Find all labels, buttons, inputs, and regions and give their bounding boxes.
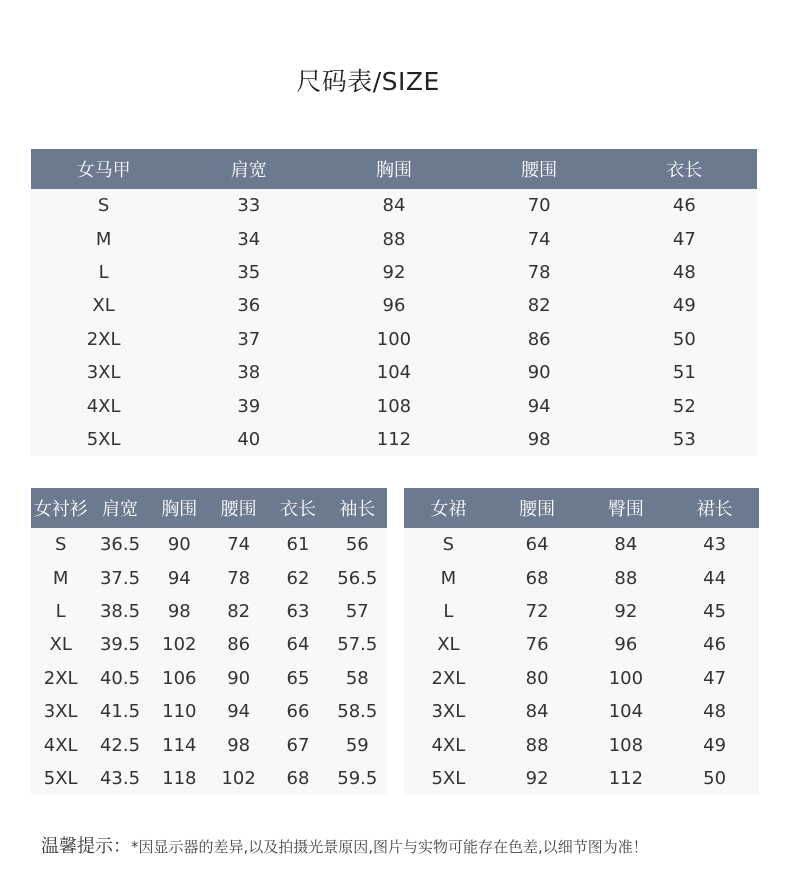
size-label-cell: 4XL [86,395,121,417]
table-row [404,695,759,728]
measurement-cell: 76 [525,634,549,656]
measurement-cell: 37 [237,328,261,350]
measurement-cell: 90 [227,667,251,689]
measurement-cell: 104 [376,362,412,384]
measurement-cell: 78 [227,567,251,589]
measurement-cell: 118 [162,767,197,789]
measurement-cell: 86 [227,634,251,656]
measurement-cell: 42.5 [99,734,141,756]
measurement-cell: 46 [703,634,727,656]
measurement-cell: 98 [227,734,251,756]
measurement-cell: 86 [527,328,551,350]
size-label-cell: XL [92,295,115,317]
measurement-cell: 68 [525,567,549,589]
measurement-cell: 40 [237,428,261,450]
measurement-cell: 84 [382,195,406,217]
column-header: 胸围 [150,488,209,528]
measurement-cell: 43 [703,534,727,556]
column-header: 肩宽 [176,149,321,189]
measurement-cell: 56 [345,534,369,556]
measurement-cell: 72 [525,600,549,622]
size-label-cell: L [443,600,454,622]
measurement-cell: 61 [286,534,310,556]
measurement-cell: 39 [237,395,261,417]
measurement-cell: 68 [286,767,310,789]
size-label-cell: 4XL [43,734,78,756]
size-label-cell: M [95,228,112,250]
size-label-cell: S [54,534,67,556]
size-label-cell: M [52,567,69,589]
size-label-cell: 5XL [431,767,466,789]
skirt-size-table [404,488,759,795]
measurement-cell: 36 [237,295,261,317]
table-row [31,595,387,628]
measurement-cell: 66 [286,701,310,723]
measurement-cell: 92 [382,261,406,283]
column-header: 裙长 [670,488,759,528]
measurement-cell: 53 [672,428,696,450]
vest-size-table [31,149,757,456]
measurement-cell: 78 [527,261,551,283]
table-row [31,728,387,761]
measurement-cell: 44 [703,567,727,589]
table-row [404,628,759,661]
measurement-cell: 46 [672,195,696,217]
table-row [31,189,757,222]
measurement-cell: 74 [227,534,251,556]
column-header: 腰围 [209,488,268,528]
table-row [31,323,757,356]
column-header: 女裙 [404,488,493,528]
table-header-row [404,488,759,528]
measurement-cell: 59 [345,734,369,756]
measurement-cell: 50 [672,328,696,350]
measurement-cell: 49 [703,734,727,756]
measurement-cell: 70 [527,195,551,217]
measurement-cell: 51 [672,362,696,384]
size-label-cell: XL [437,634,460,656]
table-row [31,561,387,594]
measurement-cell: 33 [237,195,261,217]
measurement-cell: 34 [237,228,261,250]
measurement-cell: 80 [525,667,549,689]
table-header-row [31,488,387,528]
size-label-cell: XL [49,634,72,656]
table-row [31,289,757,322]
column-header: 腰围 [493,488,582,528]
measurement-cell: 84 [614,534,638,556]
tip-text: *因显示器的差异,以及拍摄光景原因,图片与实物可能存在色差,以细节图为准！ [131,838,648,856]
measurement-cell: 45 [703,600,727,622]
measurement-cell: 100 [376,328,412,350]
measurement-cell: 65 [286,667,310,689]
size-label-cell: 3XL [43,701,78,723]
measurement-cell: 92 [525,767,549,789]
column-header: 女马甲 [31,149,176,189]
measurement-cell: 64 [525,534,549,556]
measurement-cell: 67 [286,734,310,756]
measurement-cell: 64 [286,634,310,656]
measurement-cell: 47 [703,667,727,689]
measurement-cell: 58.5 [337,701,378,723]
measurement-cell: 108 [608,734,644,756]
measurement-cell: 82 [227,600,251,622]
measurement-cell: 84 [525,701,549,723]
column-header: 衣长 [612,149,757,189]
table-row [31,256,757,289]
measurement-cell: 96 [614,634,638,656]
size-label-cell: 4XL [431,734,466,756]
size-label-cell: 5XL [43,767,78,789]
size-label-cell: 2XL [86,328,121,350]
size-label-cell: 3XL [86,362,121,384]
table-row [31,662,387,695]
measurement-cell: 56.5 [337,567,378,589]
measurement-cell: 38.5 [99,600,141,622]
column-header: 腰围 [467,149,612,189]
table-row [404,561,759,594]
table-row [31,356,757,389]
measurement-cell: 88 [382,228,406,250]
column-header: 臀围 [582,488,671,528]
measurement-cell: 106 [162,667,197,689]
measurement-cell: 98 [167,600,191,622]
table-row [404,595,759,628]
size-label-cell: 5XL [86,428,121,450]
size-label-cell: 2XL [431,667,466,689]
measurement-cell: 39.5 [99,634,141,656]
measurement-cell: 102 [221,767,256,789]
measurement-cell: 114 [162,734,197,756]
measurement-cell: 88 [525,734,549,756]
table-row [31,762,387,795]
measurement-cell: 90 [167,534,191,556]
measurement-cell: 98 [527,428,551,450]
tip-label: 温馨提示： [41,836,131,857]
measurement-cell: 82 [527,295,551,317]
table-row [31,628,387,661]
measurement-cell: 92 [614,600,638,622]
measurement-cell: 74 [527,228,551,250]
column-header: 肩宽 [90,488,149,528]
table-row [31,222,757,255]
measurement-cell: 35 [237,261,261,283]
measurement-cell: 96 [382,295,406,317]
measurement-cell: 41.5 [99,701,141,723]
measurement-cell: 47 [672,228,696,250]
measurement-cell: 49 [672,295,696,317]
size-label-cell: 3XL [431,701,466,723]
table-row [404,662,759,695]
measurement-cell: 38 [237,362,261,384]
page-title: 尺码表/SIZE [296,67,440,96]
measurement-cell: 59.5 [337,767,378,789]
measurement-cell: 43.5 [99,767,141,789]
tip-note [41,832,648,858]
table-row [31,695,387,728]
measurement-cell: 37.5 [99,567,141,589]
column-header: 女衬衫 [31,488,90,528]
measurement-cell: 94 [227,701,251,723]
size-label-cell: L [55,600,66,622]
measurement-cell: 104 [608,701,644,723]
table-row [404,728,759,761]
measurement-cell: 48 [672,261,696,283]
measurement-cell: 36.5 [99,534,141,556]
measurement-cell: 88 [614,567,638,589]
measurement-cell: 112 [376,428,412,450]
measurement-cell: 40.5 [99,667,141,689]
size-label-cell: 2XL [43,667,78,689]
measurement-cell: 110 [162,701,197,723]
measurement-cell: 94 [527,395,551,417]
measurement-cell: 48 [703,701,727,723]
column-header: 胸围 [321,149,466,189]
size-label-cell: S [442,534,455,556]
size-label-cell: M [440,567,457,589]
measurement-cell: 108 [376,395,412,417]
measurement-cell: 63 [286,600,310,622]
measurement-cell: 112 [608,767,644,789]
table-row [31,423,757,456]
measurement-cell: 57 [345,600,369,622]
column-header: 袖长 [328,488,387,528]
measurement-cell: 52 [672,395,696,417]
table-row [31,528,387,561]
measurement-cell: 90 [527,362,551,384]
table-header-row [31,149,757,189]
size-label-cell: L [98,261,109,283]
table-row [31,389,757,422]
measurement-cell: 57.5 [337,634,378,656]
table-row [404,762,759,795]
shirt-size-table [31,488,387,795]
measurement-cell: 94 [167,567,191,589]
table-row [404,528,759,561]
measurement-cell: 102 [162,634,197,656]
measurement-cell: 62 [286,567,310,589]
size-label-cell: S [97,195,110,217]
measurement-cell: 50 [703,767,727,789]
measurement-cell: 58 [345,667,369,689]
measurement-cell: 100 [608,667,644,689]
column-header: 衣长 [268,488,327,528]
